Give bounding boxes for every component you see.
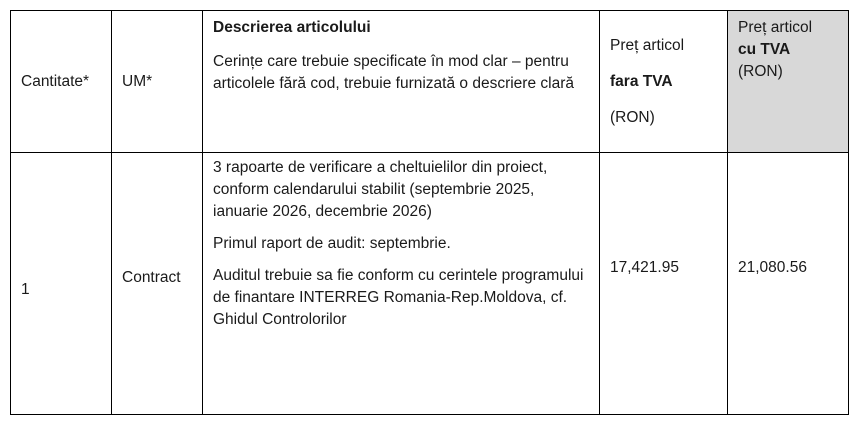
row-price-no-vat: 17,421.95 — [600, 153, 728, 415]
row-quantity: 1 — [11, 153, 112, 415]
header-price-vat-unit: (RON) — [738, 63, 783, 80]
row-description — [203, 153, 600, 415]
header-price-vat-line1: Preț articol — [738, 19, 813, 36]
header-price-no-vat-unit: (RON) — [610, 108, 655, 126]
row-description-p1: 3 rapoarte de verificare a cheltuielilor din proiect, conform calendarului stabilit (septembrie 2025, ianuarie 2026, decembrie 2026) — [213, 159, 548, 220]
header-price-no-vat — [600, 11, 728, 153]
row-description-p2: Primul raport de audit: septembrie. — [213, 235, 451, 252]
header-description — [203, 11, 600, 153]
row-price-vat: 21,080.56 — [728, 153, 849, 415]
row-description-p3: Auditul trebuie sa fie conform cu cerintele programului de finantare INTERREG Romania-Rep.Moldova, cf. Ghidul Controlorilor — [213, 267, 584, 328]
table-header-row — [11, 11, 849, 153]
specification-table — [10, 10, 849, 415]
header-unit: UM* — [112, 11, 203, 153]
header-quantity: Cantitate* — [11, 11, 112, 153]
header-price-vat-line2: cu TVA — [738, 41, 791, 58]
header-description-title: Descrierea articolului — [213, 19, 371, 36]
header-price-no-vat-line2: fara TVA — [610, 72, 673, 90]
row-unit: Contract — [112, 153, 203, 415]
header-description-note: Cerințe care trebuie specificate în mod clar – pentru articolele fără cod, trebuie furnizată o descriere clară — [213, 53, 574, 92]
header-price-vat — [728, 11, 849, 153]
header-price-no-vat-line1: Preț articol — [610, 36, 685, 54]
table-row — [11, 153, 849, 415]
